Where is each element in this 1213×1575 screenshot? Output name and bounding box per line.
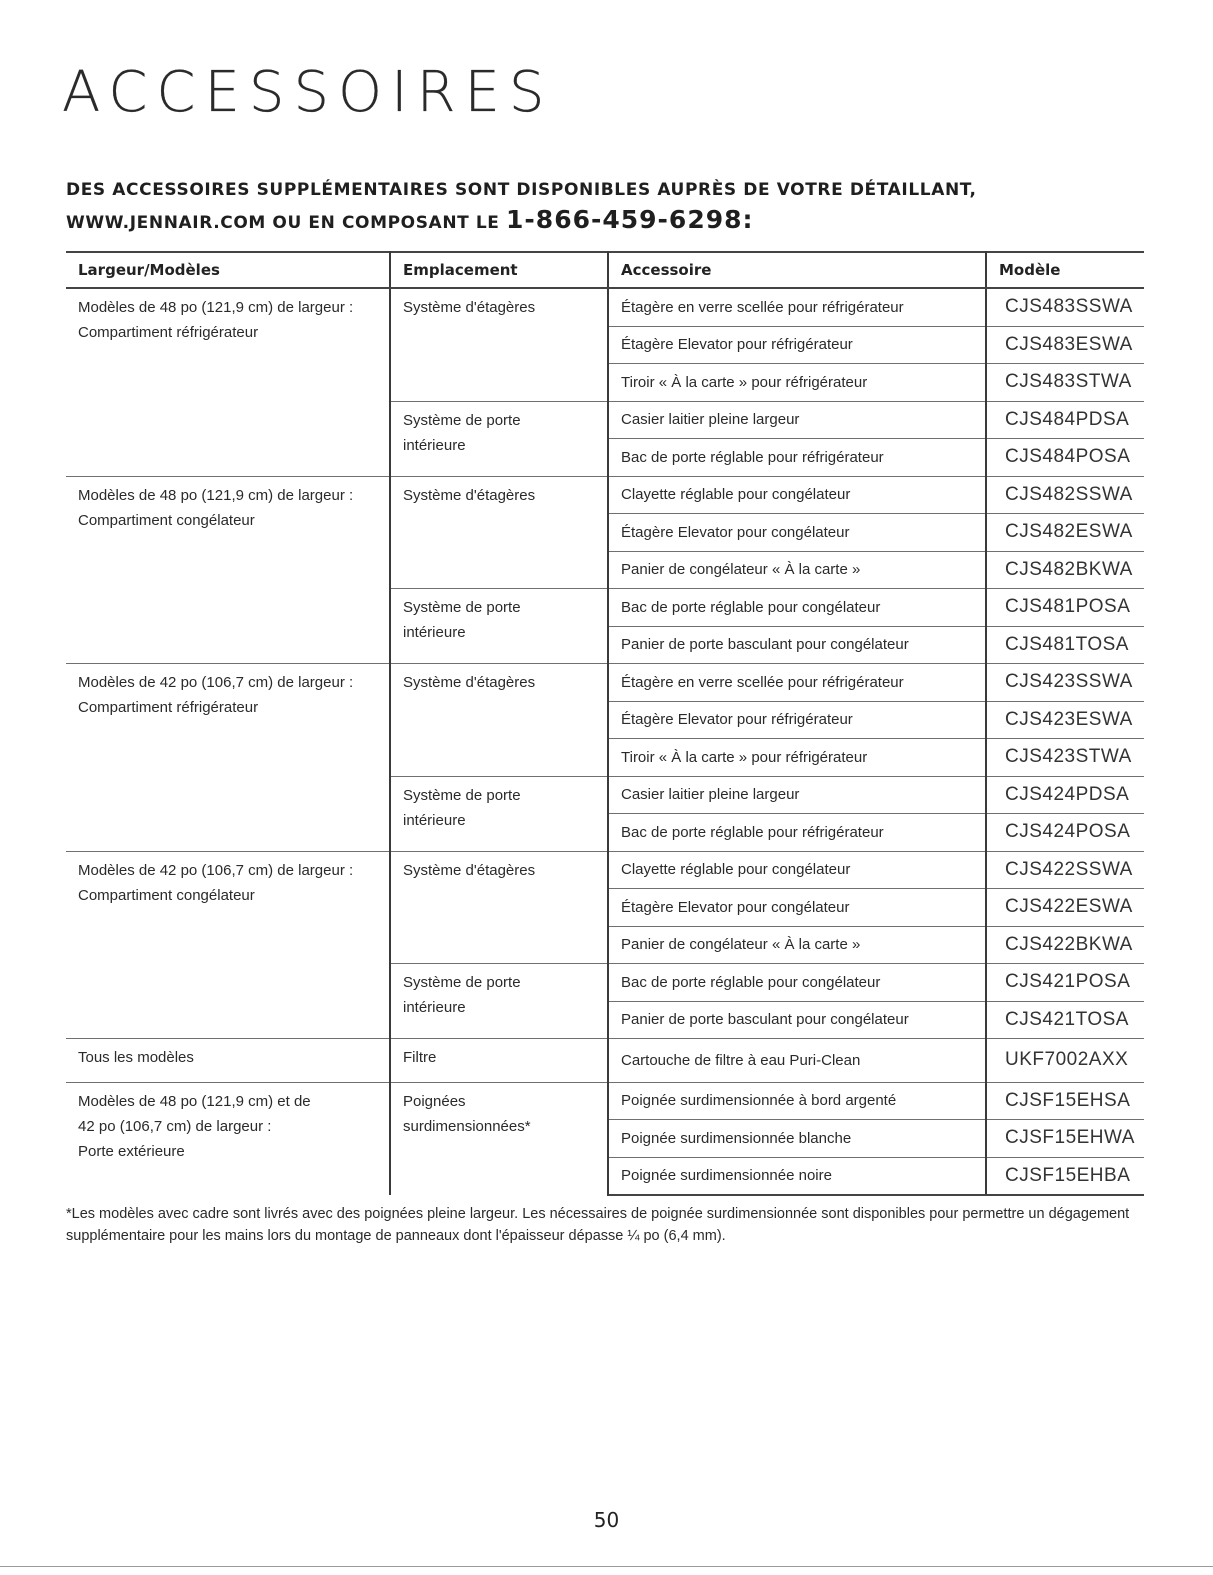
model-number-cell: CJS481POSA bbox=[986, 589, 1144, 627]
accessories-table bbox=[66, 251, 1144, 1196]
width-models-line: Compartiment réfrigérateur bbox=[78, 324, 259, 341]
accessory-cell: Étagère Elevator pour réfrigérateur bbox=[608, 326, 986, 364]
model-number-cell: CJS424POSA bbox=[986, 814, 1144, 852]
width-models-line: 42 po (106,7 cm) de largeur : bbox=[78, 1117, 272, 1135]
location-cell bbox=[390, 288, 608, 401]
heading-line-2 bbox=[66, 205, 1156, 238]
model-number-cell: CJS423ESWA bbox=[986, 701, 1144, 739]
location-line: intérieure bbox=[403, 999, 466, 1016]
width-models-line: Tous les modèles bbox=[78, 1049, 194, 1066]
table-header-row bbox=[66, 252, 1144, 288]
accessories-table-body bbox=[66, 288, 1144, 1195]
bottom-rule bbox=[0, 1566, 1213, 1567]
model-number-cell: CJS422SSWA bbox=[986, 851, 1144, 889]
table-row bbox=[66, 664, 1144, 702]
phone-number: 1-866-459-6298: bbox=[506, 205, 754, 234]
accessory-cell: Panier de porte basculant pour congélateur bbox=[608, 626, 986, 664]
model-number-cell: CJS422ESWA bbox=[986, 889, 1144, 927]
accessory-cell: Cartouche de filtre à eau Puri-Clean bbox=[608, 1039, 986, 1083]
location-line: Poignées bbox=[403, 1092, 466, 1110]
location-cell bbox=[390, 476, 608, 589]
location-line: Système d'étagères bbox=[403, 299, 536, 316]
accessory-cell: Étagère Elevator pour congélateur bbox=[608, 514, 986, 552]
model-number-cell: CJS482BKWA bbox=[986, 551, 1144, 589]
heading-website-text: WWW.JENNAIR.COM OU EN COMPOSANT LE bbox=[66, 213, 507, 233]
table-row bbox=[66, 1082, 1144, 1120]
model-number-cell: CJSF15EHBA bbox=[986, 1157, 1144, 1195]
accessory-cell: Panier de porte basculant pour congélateur bbox=[608, 1001, 986, 1039]
table-row bbox=[66, 1039, 1144, 1083]
accessory-cell: Étagère Elevator pour réfrigérateur bbox=[608, 701, 986, 739]
location-cell bbox=[390, 964, 608, 1039]
width-models-line: Compartiment congélateur bbox=[78, 886, 255, 904]
width-models-cell bbox=[66, 664, 390, 852]
location-line: intérieure bbox=[403, 624, 466, 641]
location-line: Système de porte bbox=[403, 411, 521, 429]
accessory-cell: Casier laitier pleine largeur bbox=[608, 401, 986, 439]
model-number-cell: CJS423SSWA bbox=[986, 664, 1144, 702]
accessory-cell: Panier de congélateur « À la carte » bbox=[608, 551, 986, 589]
location-line: Filtre bbox=[403, 1049, 437, 1066]
footnote: *Les modèles avec cadre sont livrés avec des poignées pleine largeur. Les nécessaires de poignée surdimensionnée sont disponibles pour permettre un dégagement supplémentaire pour les mains lors du montage de panneaux dont l'épaisseur dépasse ¼ po (6,4 mm). bbox=[66, 1206, 1130, 1244]
model-number-cell: CJS421TOSA bbox=[986, 1001, 1144, 1039]
location-line: Système d'étagères bbox=[403, 486, 536, 504]
model-number-cell: CJS481TOSA bbox=[986, 626, 1144, 664]
accessory-cell: Tiroir « À la carte » pour réfrigérateur bbox=[608, 739, 986, 777]
model-number-cell: UKF7002AXX bbox=[986, 1039, 1144, 1083]
model-number-cell: CJS483STWA bbox=[986, 364, 1144, 402]
model-number-cell: CJS483SSWA bbox=[986, 288, 1144, 326]
model-number-cell: CJS424PDSA bbox=[986, 776, 1144, 814]
table-row bbox=[66, 851, 1144, 889]
model-number-cell: CJS482SSWA bbox=[986, 476, 1144, 514]
table-row bbox=[66, 476, 1144, 514]
location-line: intérieure bbox=[403, 436, 466, 454]
accessory-cell: Clayette réglable pour congélateur bbox=[608, 851, 986, 889]
model-number-cell: CJS421POSA bbox=[986, 964, 1144, 1002]
accessory-cell: Panier de congélateur « À la carte » bbox=[608, 926, 986, 964]
accessories-availability-heading bbox=[66, 176, 1156, 238]
location-cell bbox=[390, 1082, 608, 1195]
accessory-cell: Poignée surdimensionnée à bord argenté bbox=[608, 1082, 986, 1120]
model-number-cell: CJS482ESWA bbox=[986, 514, 1144, 552]
model-number-cell: CJS484PDSA bbox=[986, 401, 1144, 439]
accessory-cell: Casier laitier pleine largeur bbox=[608, 776, 986, 814]
accessory-cell: Bac de porte réglable pour réfrigérateur bbox=[608, 814, 986, 852]
width-models-line: Modèles de 42 po (106,7 cm) de largeur : bbox=[78, 674, 354, 691]
location-cell bbox=[390, 664, 608, 777]
header-model: Modèle bbox=[986, 252, 1144, 288]
width-models-line: Modèles de 42 po (106,7 cm) de largeur : bbox=[78, 861, 354, 879]
width-models-line: Compartiment congélateur bbox=[78, 511, 255, 529]
model-number-cell: CJS483ESWA bbox=[986, 326, 1144, 364]
width-models-line: Modèles de 48 po (121,9 cm) de largeur : bbox=[78, 299, 354, 316]
accessory-cell: Poignée surdimensionnée blanche bbox=[608, 1120, 986, 1158]
model-number-cell: CJS484POSA bbox=[986, 439, 1144, 477]
location-line: Système d'étagères bbox=[403, 861, 536, 879]
width-models-line: Modèles de 48 po (121,9 cm) de largeur : bbox=[78, 486, 354, 504]
width-models-cell bbox=[66, 851, 390, 1039]
location-line: Système d'étagères bbox=[403, 674, 536, 691]
width-models-line: Modèles de 48 po (121,9 cm) et de bbox=[78, 1092, 311, 1110]
location-line: intérieure bbox=[403, 811, 466, 829]
accessory-cell: Étagère Elevator pour congélateur bbox=[608, 889, 986, 927]
accessory-cell: Tiroir « À la carte » pour réfrigérateur bbox=[608, 364, 986, 402]
accessory-cell: Bac de porte réglable pour congélateur bbox=[608, 964, 986, 1002]
width-models-cell bbox=[66, 288, 390, 476]
table-row bbox=[66, 288, 1144, 326]
header-accessory: Accessoire bbox=[608, 252, 986, 288]
model-number-cell: CJS423STWA bbox=[986, 739, 1144, 777]
width-models-cell bbox=[66, 1082, 390, 1195]
model-number-cell: CJS422BKWA bbox=[986, 926, 1144, 964]
accessory-cell: Étagère en verre scellée pour réfrigérateur bbox=[608, 664, 986, 702]
width-models-line: Compartiment réfrigérateur bbox=[78, 699, 259, 716]
heading-line-1: DES ACCESSOIRES SUPPLÉMENTAIRES SONT DISPONIBLES AUPRÈS DE VOTRE DÉTAILLANT, bbox=[66, 180, 977, 200]
location-cell bbox=[390, 589, 608, 664]
model-number-cell: CJSF15EHWA bbox=[986, 1120, 1144, 1158]
model-number-cell: CJSF15EHSA bbox=[986, 1082, 1144, 1120]
accessory-cell: Clayette réglable pour congélateur bbox=[608, 476, 986, 514]
location-cell bbox=[390, 851, 608, 964]
header-width-models: Largeur/Modèles bbox=[66, 252, 390, 288]
location-line: Système de porte bbox=[403, 974, 521, 991]
width-models-cell bbox=[66, 476, 390, 664]
width-models-cell bbox=[66, 1039, 390, 1083]
accessory-cell: Bac de porte réglable pour réfrigérateur bbox=[608, 439, 986, 477]
header-location: Emplacement bbox=[390, 252, 608, 288]
location-cell bbox=[390, 401, 608, 476]
width-models-line: Porte extérieure bbox=[78, 1142, 185, 1160]
location-line: Système de porte bbox=[403, 599, 521, 616]
location-line: surdimensionnées* bbox=[403, 1117, 531, 1135]
page-title: ACCESSOIRES bbox=[62, 60, 554, 125]
location-cell bbox=[390, 776, 608, 851]
accessory-cell: Étagère en verre scellée pour réfrigérateur bbox=[608, 288, 986, 326]
location-line: Système de porte bbox=[403, 786, 521, 804]
location-cell bbox=[390, 1039, 608, 1083]
accessory-cell: Poignée surdimensionnée noire bbox=[608, 1157, 986, 1195]
page-number: 50 bbox=[593, 1508, 620, 1532]
accessory-cell: Bac de porte réglable pour congélateur bbox=[608, 589, 986, 627]
